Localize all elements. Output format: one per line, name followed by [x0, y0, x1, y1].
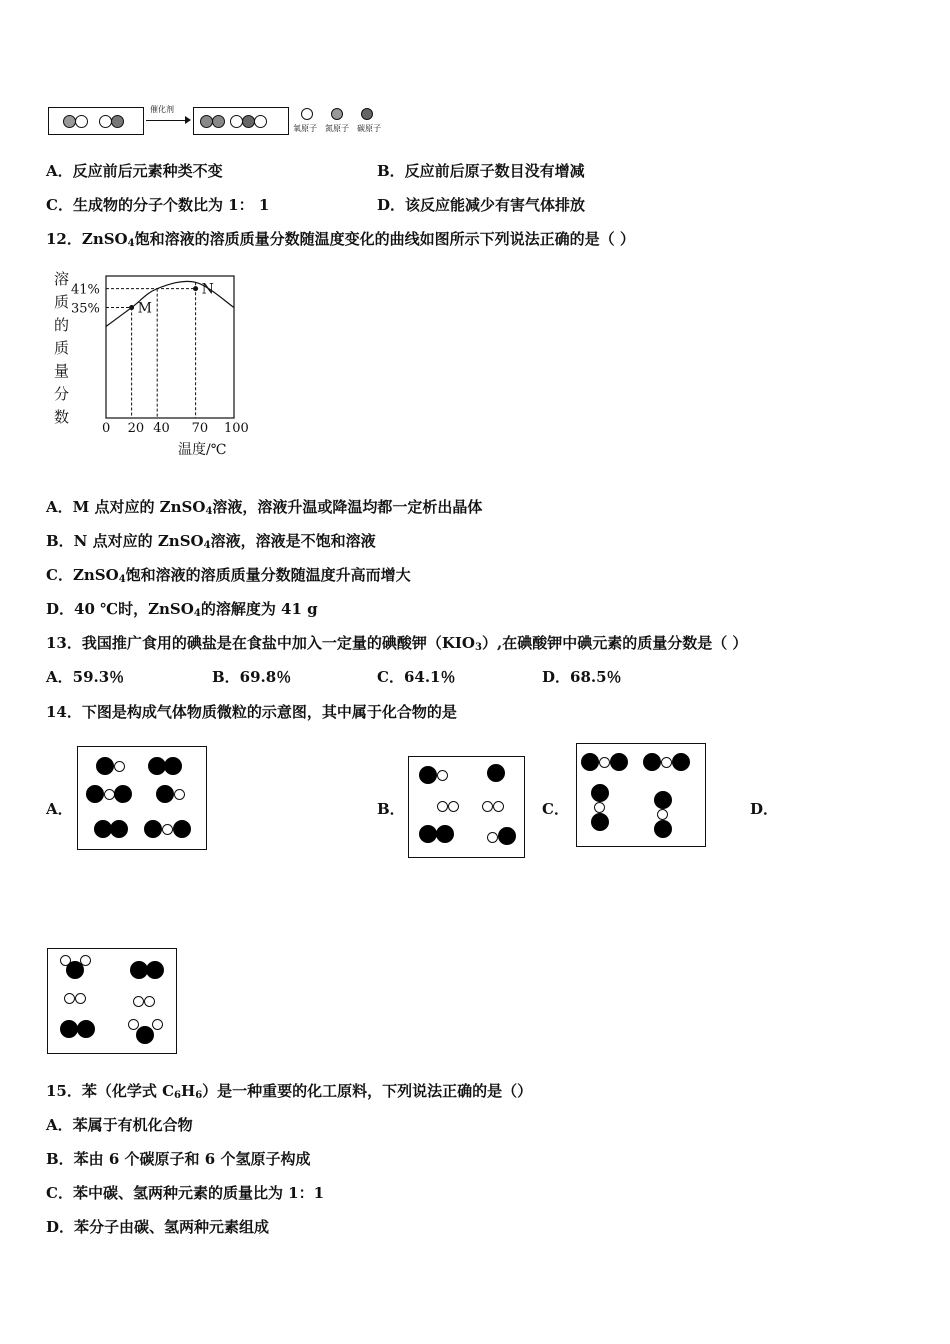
- q11-option-a: A．反应前后元素种类不变: [46, 162, 223, 180]
- q14-label-d: D．: [750, 800, 779, 818]
- catalyst-label: 催化剂: [150, 105, 174, 114]
- q14-box-d: [47, 948, 177, 1054]
- atom: [114, 761, 125, 772]
- atom: [482, 801, 493, 812]
- atom: [152, 1019, 163, 1030]
- q12-option-a: A．M 点对应的 ZnSO$_4$溶液，溶液升温或降温均都一定析出晶体: [46, 498, 483, 517]
- y-axis-char: 质: [54, 339, 70, 357]
- atom: [80, 955, 91, 966]
- atom: [114, 785, 132, 803]
- q15-option-b: B．苯由 6 个碳原子和 6 个氢原子构成: [46, 1150, 311, 1168]
- atom: [437, 770, 448, 781]
- atom: [419, 825, 437, 843]
- x-tick-label: 70: [191, 421, 209, 436]
- atom: [75, 115, 88, 128]
- reactant-box: [48, 107, 144, 135]
- point-n: [193, 286, 198, 291]
- y-tick-41: 41%: [71, 282, 100, 298]
- q13-option-d: D．68.5％: [542, 668, 622, 686]
- x-tick-label: 20: [127, 421, 145, 436]
- reaction-diagram: [48, 104, 408, 138]
- atom: [654, 820, 672, 838]
- q14-label-b: B．: [377, 800, 405, 818]
- atom: [437, 801, 448, 812]
- atom: [146, 961, 164, 979]
- atom: [136, 1026, 154, 1044]
- q12-option-c: C．ZnSO$_4$饱和溶液的溶质质量分数随温度升高而增大: [46, 566, 411, 585]
- atom: [64, 993, 75, 1004]
- q13-stem: 13．我国推广食用的碘盐是在食盐中加入一定量的碘酸钾$(KIO_3)$,在碘酸钾中碘元素的质量分数是（ ）: [46, 634, 748, 653]
- q12-option-d: D．40 ℃时，ZnSO$_4$的溶解度为 41 g: [46, 600, 318, 619]
- atom: [254, 115, 267, 128]
- atom: [591, 813, 609, 831]
- atom: [86, 785, 104, 803]
- q15-option-a: A．苯属于有机化合物: [46, 1116, 193, 1134]
- atom: [133, 996, 144, 1007]
- oxygen-atom-icon: [301, 108, 313, 120]
- point-n-label: N: [201, 281, 214, 298]
- carbon-atom-icon: [361, 108, 373, 120]
- atom: [448, 801, 459, 812]
- plot-area: [106, 281, 234, 418]
- atom: [110, 820, 128, 838]
- atom: [657, 809, 668, 820]
- atom: [643, 753, 661, 771]
- y-axis-char: 溶: [54, 270, 70, 288]
- q14-label-a: A．: [46, 800, 73, 818]
- q14-box-c: [576, 743, 706, 847]
- q11-option-c: C．生成物的分子个数比为 1： 1: [46, 196, 270, 214]
- solubility-curve: [106, 281, 234, 326]
- legend-nitrogen: 氮原子: [325, 124, 349, 133]
- atom: [661, 757, 672, 768]
- point-m: [129, 305, 134, 310]
- y-tick-35: 35%: [71, 301, 100, 317]
- y-axis-char: 量: [54, 362, 70, 380]
- q12-option-b: B．N 点对应的 ZnSO$_4$溶液，溶液是不饱和溶液: [46, 532, 376, 551]
- y-axis-label: [54, 270, 69, 426]
- atom: [594, 802, 605, 813]
- plot-frame: [106, 276, 234, 418]
- atom: [173, 820, 191, 838]
- reaction-arrow: [146, 120, 188, 121]
- q15-stem: 15．苯（化学式 $C_6H_6$）是一种重要的化工原料，下列说法正确的是（）: [46, 1082, 533, 1101]
- atom: [591, 784, 609, 802]
- atom: [498, 827, 516, 845]
- y-axis-char: 数: [54, 408, 70, 426]
- x-axis-label: 温度/℃: [178, 442, 227, 458]
- product-box: [193, 107, 289, 135]
- atom: [174, 789, 185, 800]
- atom: [654, 791, 672, 809]
- atom: [156, 785, 174, 803]
- q14-stem: 14．下图是构成气体物质微粒的示意图，其中属于化合物的是: [46, 703, 457, 721]
- legend-oxygen: 氧原子: [293, 124, 317, 133]
- q13-option-a: A．59.3％: [46, 668, 125, 686]
- atom: [75, 993, 86, 1004]
- point-m-label: M: [137, 300, 152, 317]
- x-tick-label: 40: [153, 421, 170, 436]
- q14-label-c: C．: [542, 800, 569, 818]
- q11-option-d: D．该反应能减少有害气体排放: [377, 196, 586, 214]
- atom: [111, 115, 124, 128]
- atom: [60, 1020, 78, 1038]
- atom: [77, 1020, 95, 1038]
- arrow-head: [185, 116, 191, 124]
- q13-option-b: B．69.8％: [212, 668, 292, 686]
- y-axis-char: 质: [54, 293, 70, 311]
- q12-stem: 12．ZnSO$_4$饱和溶液的溶质质量分数随温度变化的曲线如图所示下列说法正确的是（ ）: [46, 230, 635, 249]
- atom: [487, 764, 505, 782]
- atom: [144, 820, 162, 838]
- atom: [96, 757, 114, 775]
- atom: [419, 766, 437, 784]
- atom: [599, 757, 610, 768]
- nitrogen-atom-icon: [331, 108, 343, 120]
- legend-carbon: 碳原子: [357, 124, 381, 133]
- q14-box-a: [77, 746, 207, 850]
- atom: [162, 824, 173, 835]
- atom: [436, 825, 454, 843]
- atom: [610, 753, 628, 771]
- atom: [164, 757, 182, 775]
- x-tick-label: 100: [224, 421, 249, 436]
- y-axis-char: 分: [54, 385, 70, 403]
- q15-option-c: C．苯中碳、氢两种元素的质量比为 1：1: [46, 1184, 325, 1202]
- atom: [144, 996, 155, 1007]
- solubility-chart: [40, 262, 260, 462]
- atom: [212, 115, 225, 128]
- atom: [493, 801, 504, 812]
- x-ticks: [102, 421, 249, 436]
- x-tick-label: 0: [102, 421, 111, 436]
- q14-box-b: [408, 756, 525, 858]
- atom: [487, 832, 498, 843]
- atom: [672, 753, 690, 771]
- q11-option-b: B．反应前后原子数目没有增减: [377, 162, 585, 180]
- atom: [581, 753, 599, 771]
- q13-option-c: C．64.1％: [377, 668, 456, 686]
- q15-option-d: D．苯分子由碳、氢两种元素组成: [46, 1218, 270, 1236]
- y-axis-char: 的: [54, 316, 70, 334]
